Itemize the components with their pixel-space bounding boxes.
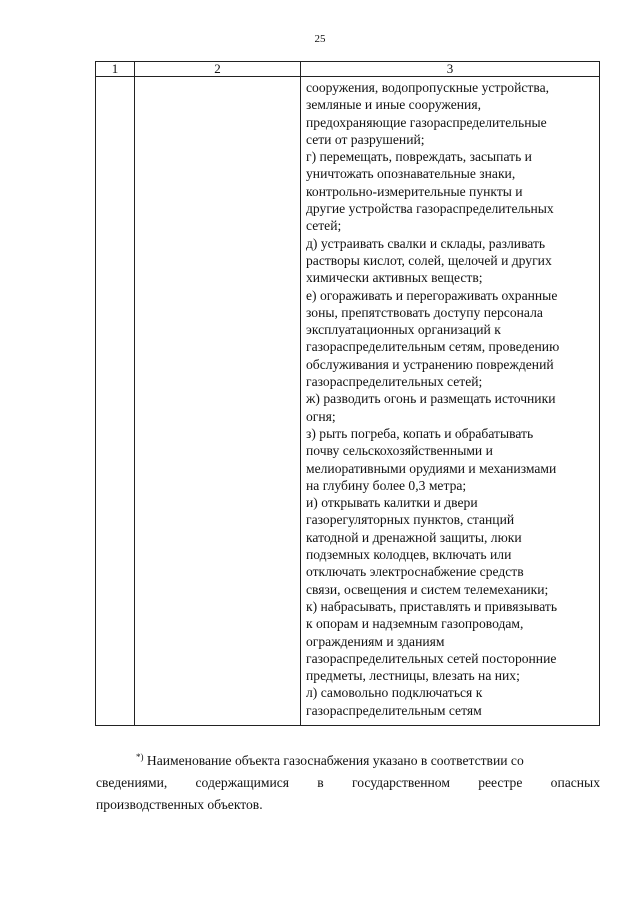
cell-text-line: огня;	[306, 408, 336, 424]
cell-text-line: земляные и иные сооружения,	[306, 97, 481, 113]
cell-text-line: з) рыть погреба, копать и обрабатывать	[306, 425, 534, 441]
cell-text-line: газораспределительных сетей посторонние	[306, 650, 557, 666]
footnote-text-2: сведениями, содержащимися в государственном реестре опасных	[96, 775, 600, 790]
cell-text-line: уничтожать опознавательные знаки,	[306, 166, 516, 182]
cell-text-line: е) огораживать и перегораживать охранные	[306, 287, 558, 303]
cell-text-line: к опорам и надземным газопроводам,	[306, 616, 524, 632]
cell-text-line: д) устраивать свалки и склады, разливать	[306, 235, 546, 251]
cell-text-line: л) самовольно подключаться к	[306, 685, 483, 701]
table-header-row	[96, 62, 600, 77]
cell-text-line: сооружения, водопропускные устройства,	[306, 80, 550, 95]
cell-text-line: контрольно-измерительные пункты и	[306, 183, 523, 199]
cell-text-line: химически активных веществ;	[306, 270, 483, 286]
column-header-3: 3	[301, 62, 600, 77]
cell-text-line: ж) разводить огонь и размещать источники	[306, 391, 556, 407]
document-table	[95, 61, 600, 726]
cell-col-2	[135, 77, 301, 726]
footnote-text-3: производственных объектов.	[96, 797, 263, 812]
cell-text-line: на глубину более 0,3 метра;	[306, 477, 467, 493]
cell-text-line: газораспределительным сетям, проведению	[306, 339, 560, 355]
cell-text-line: газораспределительным сетям	[306, 702, 482, 718]
cell-text-line: к) набрасывать, приставлять и привязывать	[306, 598, 558, 614]
footnote-marker: *)	[136, 752, 144, 762]
cell-text-line: связи, освещения и систем телемеханики;	[306, 581, 549, 597]
footnote	[96, 746, 600, 816]
cell-text-line: растворы кислот, солей, щелочей и других	[306, 252, 552, 268]
cell-text-line: почву сельскохозяйственными и	[306, 443, 493, 459]
column-header-1: 1	[96, 62, 135, 77]
cell-text-line: другие устройства газораспределительных	[306, 201, 554, 217]
cell-text-line: отключать электроснабжение средств	[306, 564, 524, 580]
cell-col-1	[96, 77, 135, 726]
cell-text-line: г) перемещать, повреждать, засыпать и	[306, 149, 532, 165]
cell-text-line: сетей;	[306, 218, 342, 234]
cell-col-3-text	[301, 77, 599, 719]
footnote-text-1: Наименование объекта газоснабжения указано в соответствии со	[146, 753, 524, 768]
cell-text-line: предметы, лестницы, влезать на них;	[306, 668, 520, 684]
cell-text-line: мелиоративными орудиями и механизмами	[306, 460, 557, 476]
table-row	[96, 77, 600, 726]
footnote-line	[96, 746, 600, 772]
cell-text-line: газорегуляторных пунктов, станций	[306, 512, 515, 528]
cell-text-line: сети от разрушений;	[306, 131, 425, 147]
cell-text-line: предохраняющие газораспределительные	[306, 114, 547, 130]
cell-text-line: эксплуатационных организаций к	[306, 322, 501, 338]
cell-col-3	[301, 77, 600, 726]
cell-text-line: и) открывать калитки и двери	[306, 495, 478, 511]
cell-text-line: обслуживания и устранению повреждений	[306, 356, 554, 372]
cell-text-line: зоны, препятствовать доступу персонала	[306, 304, 543, 320]
column-header-2: 2	[135, 62, 301, 77]
cell-text-line: ограждениям и зданиям	[306, 633, 445, 649]
cell-text-line: катодной и дренажной защиты, люки	[306, 529, 522, 545]
cell-text-line: газораспределительных сетей;	[306, 374, 483, 390]
page-number: 25	[314, 33, 326, 45]
cell-text-line: подземных колодцев, включать или	[306, 547, 512, 563]
